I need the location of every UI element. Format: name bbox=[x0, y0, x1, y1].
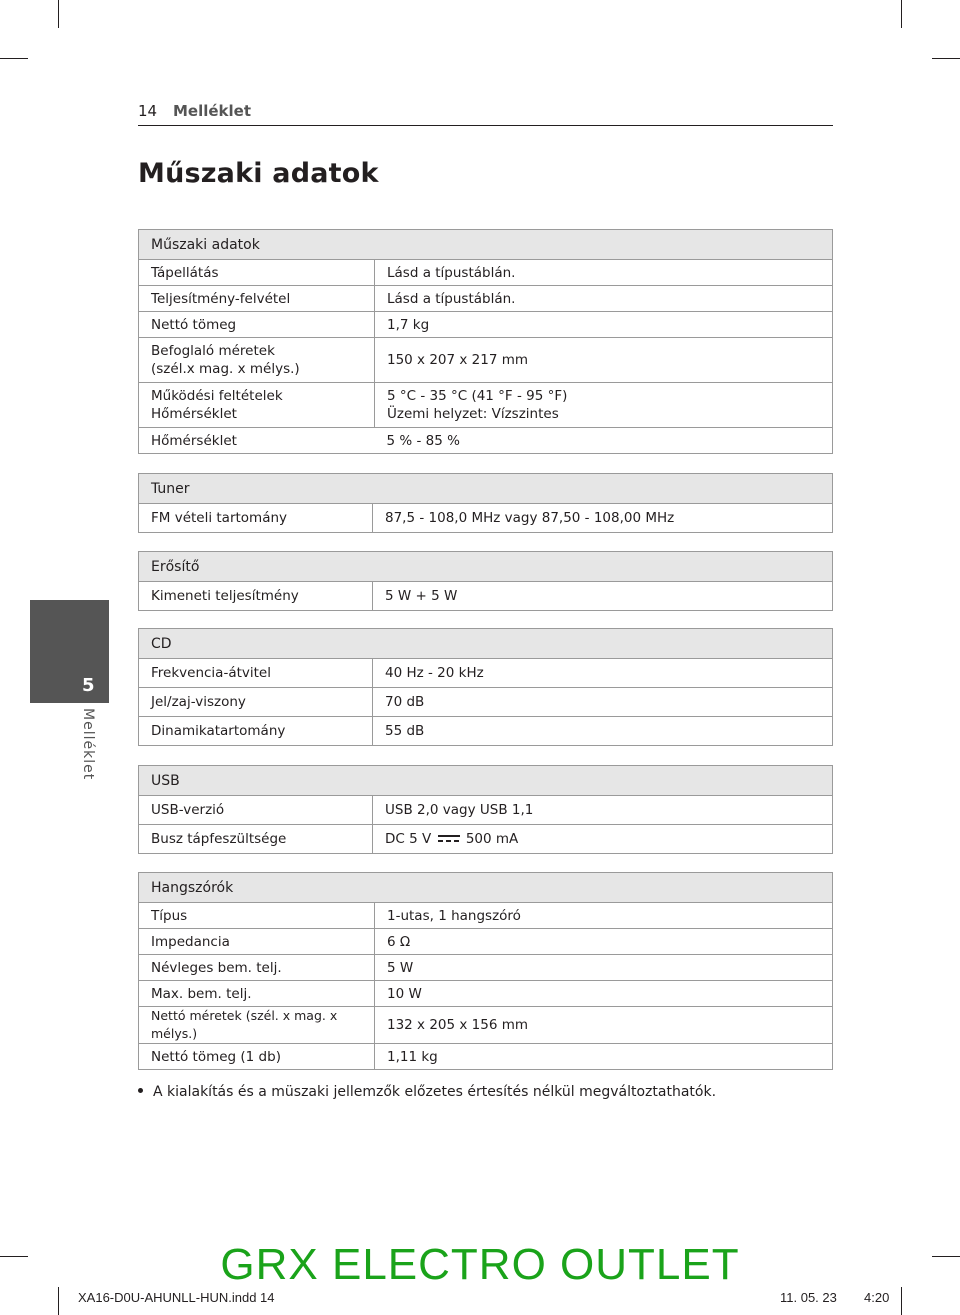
row-value: 5 % - 85 % bbox=[375, 428, 833, 454]
row-label: Névleges bem. telj. bbox=[139, 955, 375, 981]
row-value: 6 Ω bbox=[375, 929, 833, 955]
table-row bbox=[139, 504, 833, 533]
chapter-number: 5 bbox=[82, 675, 95, 696]
footer-time: 4:20 bbox=[864, 1290, 890, 1305]
spec-table-speakers bbox=[138, 872, 833, 1070]
row-label: Működési feltételek Hőmérséklet bbox=[139, 383, 375, 428]
row-label: Frekvencia-átvitel bbox=[139, 659, 373, 688]
table-heading: Tuner bbox=[139, 474, 833, 504]
row-label: Típus bbox=[139, 903, 375, 929]
table-row bbox=[139, 659, 833, 688]
row-label: Nettó tömeg bbox=[139, 312, 375, 338]
table-heading: CD bbox=[139, 629, 833, 659]
row-value: USB 2,0 vagy USB 1,1 bbox=[373, 796, 833, 825]
table-row bbox=[139, 1007, 833, 1044]
table-row bbox=[139, 383, 833, 428]
row-label-line: Befoglaló méretek bbox=[151, 343, 275, 359]
spec-table-general bbox=[138, 229, 833, 454]
spec-table-usb bbox=[138, 765, 833, 854]
table-row bbox=[139, 582, 833, 611]
row-value-prefix: DC 5 V bbox=[385, 831, 432, 847]
row-value-line: Üzemi helyzet: Vízszintes bbox=[387, 406, 559, 422]
row-value: 1-utas, 1 hangszóró bbox=[375, 903, 833, 929]
page-title: Műszaki adatok bbox=[138, 158, 379, 189]
row-value-suffix: 500 mA bbox=[465, 831, 519, 847]
crop-mark bbox=[901, 0, 902, 28]
crop-mark bbox=[901, 1287, 902, 1315]
row-label: Teljesítmény-felvétel bbox=[139, 286, 375, 312]
row-value: 10 W bbox=[375, 981, 833, 1007]
row-label-line: (szél.x mag. x mélys.) bbox=[151, 361, 300, 377]
row-value bbox=[375, 383, 833, 428]
row-label: FM vételi tartomány bbox=[139, 504, 373, 533]
row-label: Max. bem. telj. bbox=[139, 981, 375, 1007]
table-row bbox=[139, 286, 833, 312]
table-row bbox=[139, 903, 833, 929]
row-label: Dinamikatartomány bbox=[139, 717, 373, 746]
row-label bbox=[139, 338, 375, 383]
row-label: Nettó méretek (szél. x mag. x mélys.) bbox=[139, 1007, 375, 1044]
spec-table-amplifier bbox=[138, 551, 833, 611]
dc-symbol-icon bbox=[438, 834, 460, 844]
row-label: USB-verzió bbox=[139, 796, 373, 825]
row-value: 55 dB bbox=[373, 717, 833, 746]
chapter-tab bbox=[30, 600, 109, 703]
row-value: 5 W bbox=[375, 955, 833, 981]
footer-file: XA16-D0U-AHUNLL-HUN.indd 14 bbox=[78, 1290, 275, 1305]
table-row bbox=[139, 1044, 833, 1070]
row-value bbox=[373, 825, 833, 854]
footnote bbox=[138, 1084, 716, 1100]
table-row bbox=[139, 428, 833, 454]
table-row bbox=[139, 688, 833, 717]
row-value: Lásd a típustáblán. bbox=[375, 286, 833, 312]
table-row bbox=[139, 981, 833, 1007]
row-value: 70 dB bbox=[373, 688, 833, 717]
row-value-line: 5 °C - 35 °C (41 °F - 95 °F) bbox=[387, 388, 568, 404]
table-row bbox=[139, 312, 833, 338]
table-row bbox=[139, 260, 833, 286]
table-row bbox=[139, 717, 833, 746]
table-row bbox=[139, 955, 833, 981]
row-label: Hőmérséklet bbox=[139, 428, 375, 454]
crop-mark bbox=[932, 58, 960, 59]
table-heading: USB bbox=[139, 766, 833, 796]
crop-mark bbox=[58, 0, 59, 28]
row-value: Lásd a típustáblán. bbox=[375, 260, 833, 286]
crop-mark bbox=[58, 1287, 59, 1315]
row-value: 1,11 kg bbox=[375, 1044, 833, 1070]
table-row bbox=[139, 825, 833, 854]
table-heading: Műszaki adatok bbox=[139, 230, 833, 260]
bullet-icon bbox=[138, 1088, 143, 1093]
row-value: 150 x 207 x 217 mm bbox=[375, 338, 833, 383]
footnote-text: A kialakítás és a müszaki jellemzők előzetes értesítés nélkül megváltoztathatók. bbox=[153, 1084, 717, 1100]
watermark: GRX ELECTRO OUTLET bbox=[220, 1240, 740, 1289]
table-row bbox=[139, 929, 833, 955]
row-label: Nettó tömeg (1 db) bbox=[139, 1044, 375, 1070]
section-title: Melléklet bbox=[173, 102, 252, 120]
row-value: 5 W + 5 W bbox=[373, 582, 833, 611]
footer-date: 11. 05. 23 bbox=[780, 1290, 837, 1305]
table-heading: Erősítő bbox=[139, 552, 833, 582]
row-value: 132 x 205 x 156 mm bbox=[375, 1007, 833, 1044]
row-label: Kimeneti teljesítmény bbox=[139, 582, 373, 611]
table-row bbox=[139, 338, 833, 383]
row-label: Impedancia bbox=[139, 929, 375, 955]
row-label: Tápellátás bbox=[139, 260, 375, 286]
chapter-label: Melléklet bbox=[80, 708, 96, 781]
table-row bbox=[139, 796, 833, 825]
row-label: Busz tápfeszültsége bbox=[139, 825, 373, 854]
crop-mark bbox=[0, 58, 28, 59]
row-value: 1,7 kg bbox=[375, 312, 833, 338]
page-number: 14 bbox=[138, 102, 158, 120]
spec-table-cd bbox=[138, 628, 833, 746]
spec-table-tuner bbox=[138, 473, 833, 533]
table-heading: Hangszórók bbox=[139, 873, 833, 903]
row-label: Jel/zaj-viszony bbox=[139, 688, 373, 717]
row-value: 87,5 - 108,0 MHz vagy 87,50 - 108,00 MHz bbox=[373, 504, 833, 533]
header-rule bbox=[138, 125, 833, 126]
row-value: 40 Hz - 20 kHz bbox=[373, 659, 833, 688]
